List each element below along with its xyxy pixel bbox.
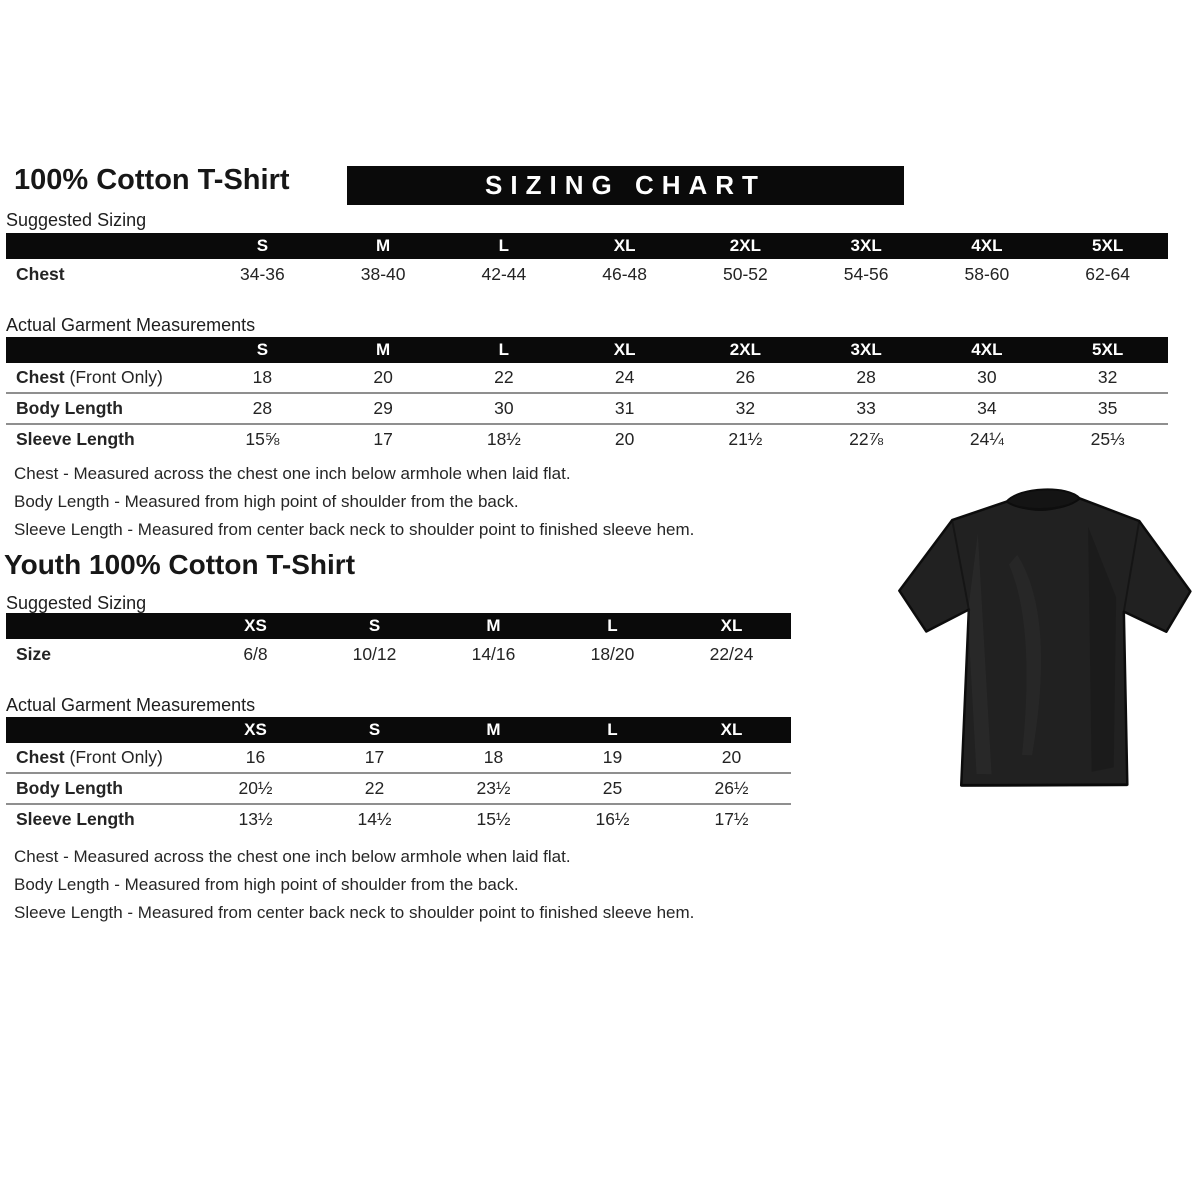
cell-value: 26	[735, 367, 756, 387]
table-row	[6, 259, 1168, 289]
row-label-suffix: (Front Only)	[64, 747, 163, 767]
cell-value: 14½	[315, 804, 434, 834]
cell-value: 34	[927, 393, 1048, 424]
adult-suggested-sizing-label: Suggested Sizing	[6, 210, 147, 230]
cell-value: 21½	[685, 424, 806, 454]
cell-value: 46-48	[602, 263, 647, 284]
sizing-chart-banner-label: SIZING CHART	[485, 170, 766, 200]
cell-value: 24	[614, 367, 635, 387]
sizing-chart-banner	[347, 166, 904, 205]
cell-value: 20½	[196, 773, 315, 804]
cell-value: 22	[494, 367, 514, 387]
youth-measurements-table	[6, 717, 791, 834]
note-body-length: Body Length - Measured from high point of shoulder from the back.	[14, 875, 519, 894]
size-header: L	[553, 717, 672, 743]
row-label: Body Length	[6, 393, 202, 424]
youth-measurements-header-row	[6, 717, 791, 743]
row-label: Chest	[16, 263, 65, 284]
tshirt-photo	[885, 474, 1200, 812]
adult-measurement-notes	[14, 460, 694, 544]
cell-value: 33	[806, 393, 927, 424]
size-header: 3XL	[806, 337, 927, 363]
size-header: L	[444, 233, 565, 259]
size-header: XL	[564, 337, 685, 363]
cell-value: 28	[202, 393, 323, 424]
cell-value: 38-40	[360, 263, 406, 284]
note-chest: Chest - Measured across the chest one inch below armhole when laid flat.	[14, 847, 571, 866]
cell-value: 22	[315, 773, 434, 804]
cell-value: 25⅓	[1047, 424, 1168, 454]
row-label: Sleeve Length	[6, 804, 196, 834]
page-title: 100% Cotton T-Shirt	[14, 164, 290, 196]
row-label-bold: Chest	[16, 367, 65, 387]
table-row-chest	[6, 363, 1168, 393]
cell-value: 34-36	[239, 263, 285, 284]
row-label: Body Length	[6, 773, 196, 804]
row-label: Size	[16, 643, 52, 664]
adult-suggested-header-row	[6, 233, 1168, 259]
table-row-body-length	[6, 773, 791, 804]
youth-measurement-notes	[14, 843, 694, 927]
cell-value: 23½	[434, 773, 553, 804]
size-header: S	[315, 613, 434, 639]
size-header: 2XL	[685, 233, 806, 259]
size-header: S	[202, 233, 323, 259]
cell-value: 28	[856, 367, 876, 387]
adult-measurements-label: Actual Garment Measurements	[6, 315, 256, 335]
cell-value: 15½	[434, 804, 553, 834]
size-header: S	[202, 337, 323, 363]
row-label	[6, 743, 196, 773]
table-row-sleeve-length	[6, 424, 1168, 454]
table-corner-cell	[6, 337, 202, 363]
cell-value: 18/20	[590, 643, 635, 664]
cell-value: 17½	[672, 804, 791, 834]
table-corner-cell	[6, 233, 202, 259]
size-header: S	[315, 717, 434, 743]
cell-value: 16½	[553, 804, 672, 834]
size-header: 4XL	[927, 337, 1048, 363]
size-header: M	[434, 717, 553, 743]
youth-suggested-sizing-label: Suggested Sizing	[6, 593, 147, 613]
note-sleeve-length: Sleeve Length - Measured from center back neck to shoulder point to finished sleeve hem.	[14, 520, 695, 539]
size-header: M	[434, 613, 553, 639]
youth-suggested-header-row	[6, 613, 791, 639]
note-chest: Chest - Measured across the chest one inch below armhole when laid flat.	[14, 464, 571, 483]
cell-value: 20	[721, 747, 742, 767]
cell-value: 50-52	[722, 263, 768, 284]
table-row-sleeve-length	[6, 804, 791, 834]
note-body-length: Body Length - Measured from high point of shoulder from the back.	[14, 492, 519, 511]
size-header: XS	[196, 717, 315, 743]
row-label	[6, 363, 202, 393]
cell-value: 16	[245, 747, 266, 767]
cell-value: 17	[364, 747, 385, 767]
size-header: XL	[672, 613, 791, 639]
size-header: L	[553, 613, 672, 639]
cell-value: 24¼	[927, 424, 1048, 454]
table-corner-cell	[6, 613, 196, 639]
cell-value: 62-64	[1085, 263, 1130, 284]
adult-measurements-header-row	[6, 337, 1168, 363]
row-label-bold: Chest	[16, 747, 65, 767]
cell-value: 18	[483, 747, 504, 767]
size-header: 2XL	[685, 337, 806, 363]
cell-value: 29	[323, 393, 444, 424]
size-header: M	[323, 233, 444, 259]
cell-value: 30	[977, 367, 997, 387]
cell-value: 19	[602, 747, 623, 767]
table-row-body-length	[6, 393, 1168, 424]
size-header: 4XL	[927, 233, 1048, 259]
size-header: L	[444, 337, 565, 363]
size-header: 5XL	[1047, 337, 1168, 363]
note-sleeve-length: Sleeve Length - Measured from center back neck to shoulder point to finished sleeve hem.	[14, 903, 695, 922]
cell-value: 20	[373, 367, 393, 387]
cell-value: 6/8	[243, 643, 268, 664]
size-header: XL	[564, 233, 685, 259]
size-header: XS	[196, 613, 315, 639]
cell-value: 30	[444, 393, 565, 424]
cell-value: 54-56	[843, 263, 889, 284]
row-label-suffix: (Front Only)	[64, 367, 163, 387]
cell-value: 32	[1097, 367, 1118, 387]
cell-value: 25	[553, 773, 672, 804]
youth-suggested-table	[6, 613, 791, 669]
row-label: Sleeve Length	[6, 424, 202, 454]
cell-value: 58-60	[964, 263, 1010, 284]
cell-value: 22/24	[709, 643, 754, 664]
table-corner-cell	[6, 717, 196, 743]
adult-suggested-table	[6, 233, 1168, 289]
cell-value: 26½	[672, 773, 791, 804]
cell-value: 13½	[196, 804, 315, 834]
cell-value: 31	[564, 393, 685, 424]
size-header: M	[323, 337, 444, 363]
table-row-chest	[6, 743, 791, 773]
cell-value: 18	[252, 367, 273, 387]
cell-value: 17	[323, 424, 444, 454]
cell-value: 22⅞	[806, 424, 927, 454]
cell-value: 15⅝	[202, 424, 323, 454]
table-row-size	[6, 639, 791, 669]
cell-value: 42-44	[481, 263, 527, 284]
cell-value: 32	[685, 393, 806, 424]
adult-measurements-table	[6, 337, 1168, 454]
youth-section-title: Youth 100% Cotton T-Shirt	[4, 549, 356, 580]
cell-value: 35	[1047, 393, 1168, 424]
cell-value: 10/12	[352, 643, 397, 664]
size-header: XL	[672, 717, 791, 743]
cell-value: 20	[564, 424, 685, 454]
cell-value: 18½	[444, 424, 565, 454]
size-header: 5XL	[1047, 233, 1168, 259]
cell-value: 14/16	[471, 643, 516, 664]
youth-measurements-label: Actual Garment Measurements	[6, 695, 256, 715]
size-header: 3XL	[806, 233, 927, 259]
